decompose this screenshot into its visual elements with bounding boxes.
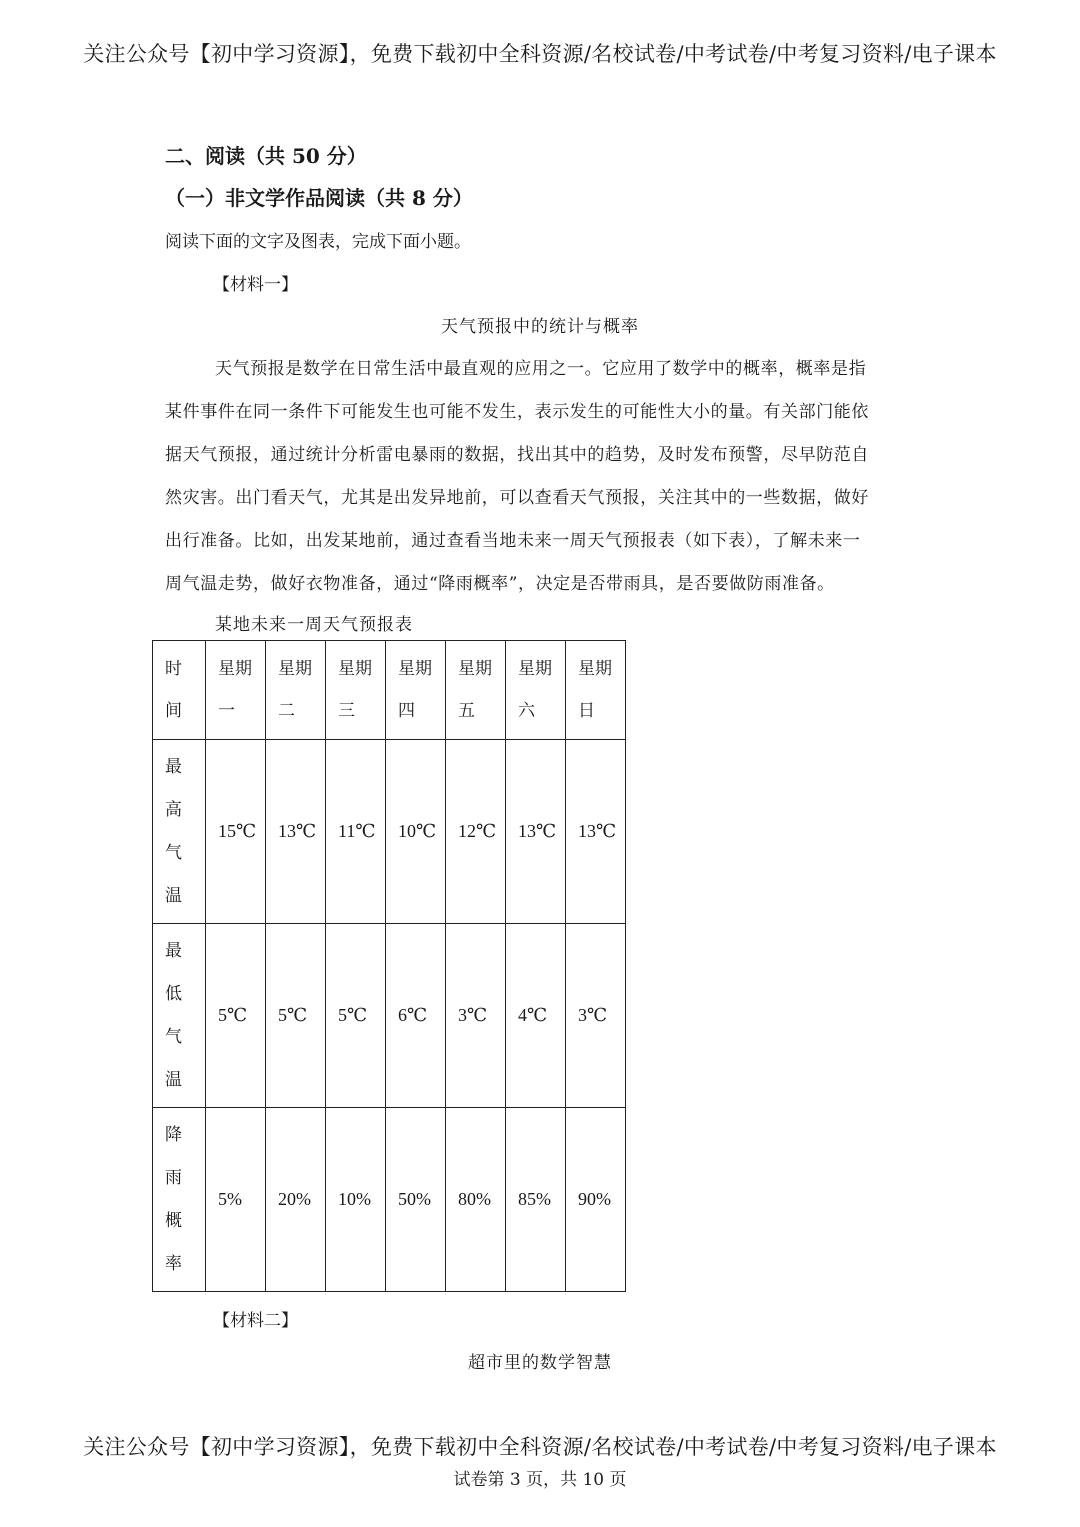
cell-char: 六 xyxy=(518,701,535,720)
cell-char: 三 xyxy=(338,701,355,720)
cell-char: 星期 xyxy=(578,659,612,678)
page-number: 试卷第 3 页，共 10 页 xyxy=(453,1470,627,1490)
paragraph-line: 据天气预报，通过统计分析雷电暴雨的数据，找出其中的趋势，及时发布预警，尽早防范自 xyxy=(165,445,869,465)
cell-char: 率 xyxy=(165,1254,182,1273)
cell-char: 气 xyxy=(165,1027,182,1046)
paragraph-line: 天气预报是数学在日常生活中最直观的应用之一。它应用了数学中的概率，概率是指 xyxy=(215,359,867,379)
table-cell: 10% xyxy=(326,1108,386,1292)
cell-char: 降 xyxy=(165,1125,182,1144)
cell-char: 星期 xyxy=(518,659,552,678)
cell-char: 高 xyxy=(165,800,182,819)
paragraph-line: 出行准备。比如，出发某地前，通过查看当地未来一周天气预报表（如下表），了解未来一 xyxy=(165,531,861,551)
paragraph-line: 然灾害。出门看天气，尤其是出发异地前，可以查看天气预报，关注其中的一些数据，做好 xyxy=(165,488,869,508)
instruction-text: 阅读下面的文字及图表，完成下面小题。 xyxy=(165,232,471,252)
material1-label: 【材料一】 xyxy=(213,275,298,295)
cell-char: 星期 xyxy=(218,659,252,678)
cell-char: 二 xyxy=(278,701,295,720)
table-cell: 20% xyxy=(266,1108,326,1292)
footer-banner: 关注公众号【初中学习资源】，免费下载初中全科资源/名校试卷/中考试卷/中考复习资料/电子课本 xyxy=(83,1435,997,1459)
material2-label: 【材料二】 xyxy=(213,1311,298,1331)
table-cell: 6℃ xyxy=(386,924,446,1108)
cell-char: 最 xyxy=(165,757,182,776)
table-cell: 13℃ xyxy=(506,740,566,924)
cell-char: 间 xyxy=(165,701,182,720)
table-cell: 5℃ xyxy=(266,924,326,1108)
cell-char: 时 xyxy=(165,659,182,678)
table-cell: 4℃ xyxy=(506,924,566,1108)
table-cell: 5% xyxy=(206,1108,266,1292)
table-cell: 11℃ xyxy=(326,740,386,924)
header-cell-day xyxy=(206,641,266,740)
weather-forecast-table xyxy=(152,640,626,1292)
cell-char: 星期 xyxy=(398,659,432,678)
table-cell: 15℃ xyxy=(206,740,266,924)
table-cell: 13℃ xyxy=(266,740,326,924)
material2-title: 超市里的数学智慧 xyxy=(468,1353,612,1373)
table-cell: 50% xyxy=(386,1108,446,1292)
cell-char: 五 xyxy=(458,701,475,720)
table-cell: 3℃ xyxy=(566,924,626,1108)
cell-char: 雨 xyxy=(165,1168,182,1187)
cell-char: 星期 xyxy=(278,659,312,678)
section-title: 二、阅读（共 50 分） xyxy=(165,144,367,168)
table-caption: 某地未来一周天气预报表 xyxy=(215,615,413,635)
table-row-max-temp xyxy=(153,740,626,924)
header-cell-day xyxy=(386,641,446,740)
header-cell-day xyxy=(266,641,326,740)
cell-char: 温 xyxy=(165,1070,182,1089)
cell-char: 低 xyxy=(165,984,182,1003)
subsection-title: （一）非文学作品阅读（共 8 分） xyxy=(165,186,473,210)
row-label-cell xyxy=(153,924,206,1108)
material1-title: 天气预报中的统计与概率 xyxy=(441,317,639,337)
cell-char: 概 xyxy=(165,1211,182,1230)
table-cell: 85% xyxy=(506,1108,566,1292)
paragraph-line: 某件事件在同一条件下可能发生也可能不发生，表示发生的可能性大小的量。有关部门能依 xyxy=(165,402,869,422)
header-cell-day xyxy=(506,641,566,740)
cell-char: 星期 xyxy=(458,659,492,678)
cell-char: 四 xyxy=(398,701,415,720)
table-cell: 12℃ xyxy=(446,740,506,924)
table-cell: 13℃ xyxy=(566,740,626,924)
table-row-rain-probability xyxy=(153,1108,626,1292)
header-cell-day xyxy=(446,641,506,740)
row-label-cell xyxy=(153,740,206,924)
header-banner: 关注公众号【初中学习资源】，免费下载初中全科资源/名校试卷/中考试卷/中考复习资料/电子课本 xyxy=(83,42,997,66)
cell-char: 日 xyxy=(578,701,595,720)
cell-char: 温 xyxy=(165,886,182,905)
row-label-cell xyxy=(153,1108,206,1292)
table-cell: 90% xyxy=(566,1108,626,1292)
table-cell: 80% xyxy=(446,1108,506,1292)
cell-char: 星期 xyxy=(338,659,372,678)
cell-char: 一 xyxy=(218,701,235,720)
header-cell-day xyxy=(326,641,386,740)
table-cell: 5℃ xyxy=(326,924,386,1108)
header-cell-day xyxy=(566,641,626,740)
header-cell-time xyxy=(153,641,206,740)
table-row-min-temp xyxy=(153,924,626,1108)
cell-char: 气 xyxy=(165,843,182,862)
table-cell: 10℃ xyxy=(386,740,446,924)
paragraph-line: 周气温走势，做好衣物准备，通过“降雨概率”，决定是否带雨具，是否要做防雨准备。 xyxy=(165,574,835,594)
table-header-row xyxy=(153,641,626,740)
table-cell: 3℃ xyxy=(446,924,506,1108)
cell-char: 最 xyxy=(165,941,182,960)
table-cell: 5℃ xyxy=(206,924,266,1108)
